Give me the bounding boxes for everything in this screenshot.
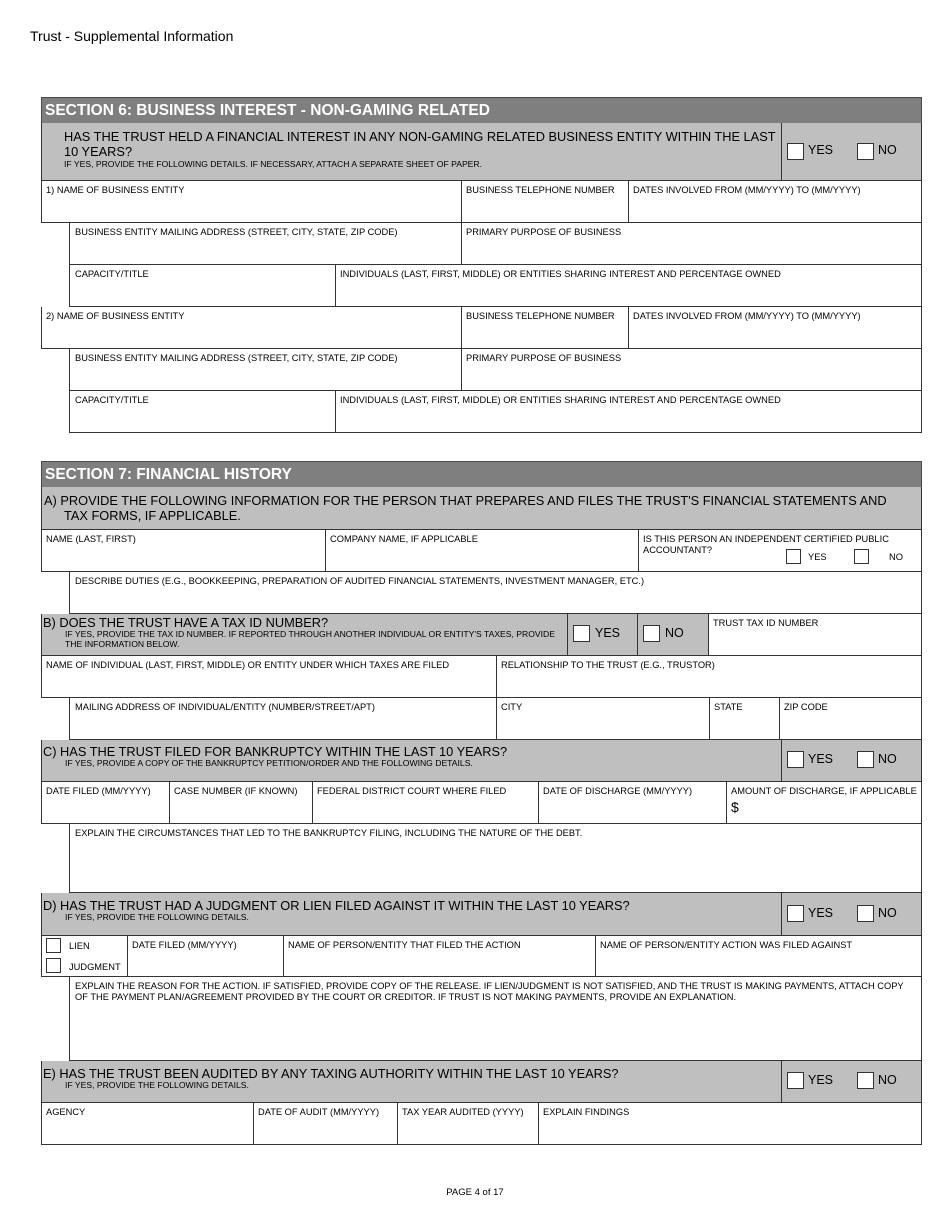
judgment-checkbox[interactable] [46, 958, 61, 973]
bankruptcy-explain-field[interactable]: EXPLAIN THE CIRCUMSTANCES THAT LED TO THE BANKRUPTCY FILING, INCLUDING THE NATURE OF THE DEBT. [69, 824, 922, 893]
zip-field[interactable]: ZIP CODE [779, 698, 922, 740]
currency-symbol: $ [731, 798, 739, 815]
section-7b-yes-checkbox[interactable] [573, 625, 590, 642]
no-label: NO [665, 626, 684, 640]
section-7d-yes-no [781, 893, 922, 936]
page-number: PAGE 4 of 17 [446, 1187, 504, 1198]
section-7b-instruction: IF YES, PROVIDE THE TAX ID NUMBER. IF REPORTED THROUGH ANOTHER INDIVIDUAL OR ENTITY'S TAXES, PROVIDE THE INFORMATION BELOW. [65, 629, 555, 650]
tax-filer-name-field[interactable]: NAME OF INDIVIDUAL (LAST, FIRST, MIDDLE) OR ENTITY UNDER WHICH TAXES ARE FILED [41, 656, 496, 698]
entity-1-address-field[interactable]: BUSINESS ENTITY MAILING ADDRESS (STREET, CITY, STATE, ZIP CODE) [69, 223, 461, 265]
section-7d-question: D) HAS THE TRUST HAD A JUDGMENT OR LIEN FILED AGAINST IT WITHIN THE LAST 10 YEARS? [43, 898, 630, 913]
section-7e-yes-checkbox[interactable] [787, 1072, 804, 1089]
no-label: NO [878, 143, 897, 157]
yes-label: YES [808, 143, 834, 157]
section-6-yes-no [781, 123, 922, 181]
cpa-no-label: NO [889, 552, 903, 562]
mailing-address-field[interactable]: MAILING ADDRESS OF INDIVIDUAL/ENTITY (NUMBER/STREET/APT) [69, 698, 496, 740]
section-7e-question-box [41, 1061, 781, 1103]
cpa-yes-checkbox[interactable] [786, 549, 801, 564]
section-7d-question-box [41, 893, 781, 936]
discharge-amount-field[interactable] [726, 782, 922, 824]
section-6-question: HAS THE TRUST HELD A FINANCIAL INTEREST IN ANY NON-GAMING RELATED BUSINESS ENTITY WITHIN THE LAST 10 YEARS? [64, 129, 776, 160]
filed-by-field[interactable]: NAME OF PERSON/ENTITY THAT FILED THE ACTION [283, 936, 595, 977]
section-7a-question: A) PROVIDE THE FOLLOWING INFORMATION FOR THE PERSON THAT PREPARES AND FILES THE TRUST'S FINANCIAL STATEMENTS AND TAX FORMS, IF APPLICABLE. [44, 493, 887, 524]
section-7b-no-checkbox[interactable] [643, 625, 660, 642]
lien-checkbox[interactable] [46, 938, 61, 953]
yes-label: YES [808, 752, 834, 766]
entity-2-phone-field[interactable]: BUSINESS TELEPHONE NUMBER [461, 307, 628, 349]
section-7c-instruction: IF YES, PROVIDE A COPY OF THE BANKRUPTCY PETITION/ORDER AND THE FOLLOWING DETAILS. [65, 758, 473, 769]
section-7b-question-box [41, 614, 567, 656]
section-6-no-checkbox[interactable] [857, 143, 874, 160]
section-6-header: SECTION 6: BUSINESS INTEREST - NON-GAMING RELATED [41, 97, 922, 123]
bankruptcy-date-field[interactable]: DATE FILED (MM/YYYY) [41, 782, 169, 824]
section-6-question-box [41, 123, 781, 181]
section-7d-yes-checkbox[interactable] [787, 905, 804, 922]
section-7e-instruction: IF YES, PROVIDE THE FOLLOWING DETAILS. [65, 1080, 249, 1091]
entity-2-name-field[interactable]: 2) NAME OF BUSINESS ENTITY [41, 307, 461, 349]
section-7a-question-box [41, 487, 922, 530]
cpa-field [638, 530, 922, 572]
yes-label: YES [595, 626, 621, 640]
entity-2-address-field[interactable]: BUSINESS ENTITY MAILING ADDRESS (STREET, CITY, STATE, ZIP CODE) [69, 349, 461, 391]
section-6 [41, 97, 922, 433]
section-6-yes-checkbox[interactable] [787, 143, 804, 160]
duties-field[interactable]: DESCRIBE DUTIES (E.G., BOOKKEEPING, PREPARATION OF AUDITED FINANCIAL STATEMENTS, INVESTMENT MANAGER, ETC.) [69, 572, 922, 614]
relationship-field[interactable]: RELATIONSHIP TO THE TRUST (E.G., TRUSTOR) [496, 656, 922, 698]
court-field[interactable]: FEDERAL DISTRICT COURT WHERE FILED [312, 782, 538, 824]
yes-label: YES [808, 906, 834, 920]
case-number-field[interactable]: CASE NUMBER (IF KNOWN) [169, 782, 312, 824]
judgment-explain-field[interactable]: EXPLAIN THE REASON FOR THE ACTION. IF SATISFIED, PROVIDE COPY OF THE RELEASE. IF LIEN/JUDGMENT IS NOT SATISFIED, AND THE TRUST IS MAKING PAYMENTS, ATTACH COPY OF THE PAYMENT PLAN/AGREEMENT PROVIDED BY THE COURT OR CREDITOR. IF TRUST IS NOT MAKING PAYMENTS, PROVIDE AN EXPLANATION. [69, 977, 922, 1061]
cpa-yes-label: YES [808, 552, 827, 562]
section-7b-no [637, 614, 708, 656]
section-7d-no-checkbox[interactable] [857, 905, 874, 922]
yes-label: YES [808, 1073, 834, 1087]
entity-1-name-field[interactable]: 1) NAME OF BUSINESS ENTITY [41, 181, 461, 223]
entity-1-capacity-field[interactable]: CAPACITY/TITLE [69, 265, 335, 307]
document-title: Trust - Supplemental Information [30, 28, 234, 44]
entity-1-purpose-field[interactable]: PRIMARY PURPOSE OF BUSINESS [461, 223, 922, 265]
preparer-name-field[interactable]: NAME (LAST, FIRST) [41, 530, 325, 572]
section-7c-yes-checkbox[interactable] [787, 751, 804, 768]
tax-year-field[interactable]: TAX YEAR AUDITED (YYYY) [397, 1103, 538, 1145]
entity-2-capacity-field[interactable]: CAPACITY/TITLE [69, 391, 335, 433]
section-7c-question: C) HAS THE TRUST FILED FOR BANKRUPTCY WITHIN THE LAST 10 YEARS? [43, 744, 508, 759]
section-7 [41, 461, 922, 1145]
discharge-amount-label: AMOUNT OF DISCHARGE, IF APPLICABLE [731, 786, 917, 796]
entity-1-phone-field[interactable]: BUSINESS TELEPHONE NUMBER [461, 181, 628, 223]
company-name-field[interactable]: COMPANY NAME, IF APPLICABLE [325, 530, 638, 572]
section-7c-question-box [41, 740, 781, 782]
trust-tax-id-field[interactable]: TRUST TAX ID NUMBER [708, 614, 922, 656]
no-label: NO [878, 906, 897, 920]
entity-1-individuals-field[interactable]: INDIVIDUALS (LAST, FIRST, MIDDLE) OR ENTITIES SHARING INTEREST AND PERCENTAGE OWNED [335, 265, 922, 307]
city-field[interactable]: CITY [496, 698, 709, 740]
cpa-question: IS THIS PERSON AN INDEPENDENT CERTIFIED PUBLIC ACCOUNTANT? [643, 534, 889, 555]
audit-date-field[interactable]: DATE OF AUDIT (MM/YYYY) [253, 1103, 397, 1145]
discharge-date-field[interactable]: DATE OF DISCHARGE (MM/YYYY) [538, 782, 726, 824]
entity-1-dates-field[interactable]: DATES INVOLVED FROM (MM/YYYY) TO (MM/YYYY) [628, 181, 922, 223]
entity-2-dates-field[interactable]: DATES INVOLVED FROM (MM/YYYY) TO (MM/YYYY) [628, 307, 922, 349]
judgment-date-field[interactable]: DATE FILED (MM/YYYY) [127, 936, 283, 977]
entity-2-purpose-field[interactable]: PRIMARY PURPOSE OF BUSINESS [461, 349, 922, 391]
section-7-header: SECTION 7: FINANCIAL HISTORY [41, 461, 922, 487]
judgment-label: JUDGMENT [69, 962, 121, 972]
no-label: NO [878, 752, 897, 766]
lien-judgment-type [41, 936, 127, 977]
lien-label: LIEN [69, 941, 90, 951]
section-7d-instruction: IF YES, PROVIDE THE FOLLOWING DETAILS. [65, 912, 249, 923]
cpa-no-checkbox[interactable] [854, 549, 869, 564]
section-7e-yes-no [781, 1061, 922, 1103]
state-field[interactable]: STATE [709, 698, 779, 740]
section-6-instruction: IF YES, PROVIDE THE FOLLOWING DETAILS. IF NECESSARY, ATTACH A SEPARATE SHEET OF PAPER. [64, 158, 483, 169]
section-7b-question: B) DOES THE TRUST HAVE A TAX ID NUMBER? [43, 615, 329, 630]
entity-2-individuals-field[interactable]: INDIVIDUALS (LAST, FIRST, MIDDLE) OR ENTITIES SHARING INTEREST AND PERCENTAGE OWNED [335, 391, 922, 433]
section-7b-yes [567, 614, 637, 656]
filed-against-field[interactable]: NAME OF PERSON/ENTITY ACTION WAS FILED AGAINST [595, 936, 922, 977]
agency-field[interactable]: AGENCY [41, 1103, 253, 1145]
no-label: NO [878, 1073, 897, 1087]
section-7c-no-checkbox[interactable] [857, 751, 874, 768]
section-7e-no-checkbox[interactable] [857, 1072, 874, 1089]
section-7c-yes-no [781, 740, 922, 782]
findings-field[interactable]: EXPLAIN FINDINGS [538, 1103, 922, 1145]
section-7e-question: E) HAS THE TRUST BEEN AUDITED BY ANY TAXING AUTHORITY WITHIN THE LAST 10 YEARS? [43, 1066, 619, 1081]
